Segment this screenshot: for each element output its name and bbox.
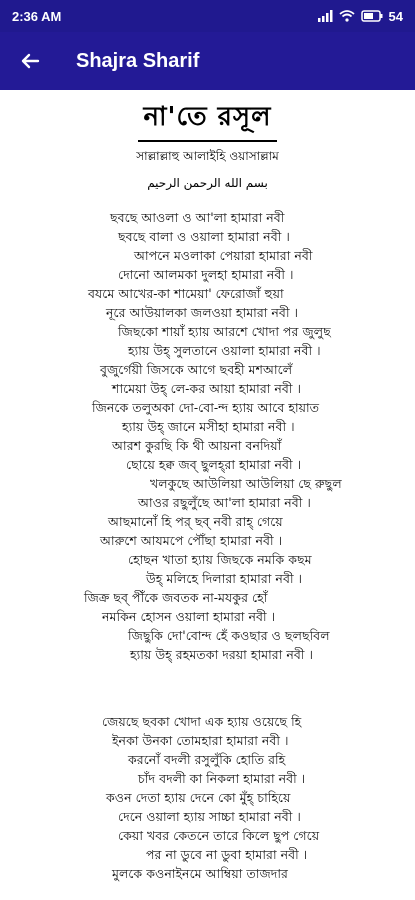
poem-line: আপনে মওলাকা পেয়ারা হামারা নবী bbox=[134, 248, 313, 263]
poem-line: হ্যায় উহ্‌ সুলতানে ওয়ালা হামারা নবী । bbox=[128, 343, 321, 358]
poem-line: কওন দেতা হ্যায় দেনে কো মুঁহ্‌ চাহিয়ে bbox=[106, 790, 291, 805]
poem-line: মুলকে কওনাইনমে আম্বিয়া তাজদার bbox=[112, 866, 288, 881]
naat-header bbox=[0, 96, 415, 190]
naat-title: না'তে রসূল bbox=[138, 96, 278, 142]
poem-line: উহ্‌ মলিহে দিলারা হামারা নবী । bbox=[146, 571, 303, 586]
poem-line: নমকিন হোসন ওয়ালা হামারা নবী । bbox=[102, 609, 276, 624]
content-page[interactable] bbox=[0, 90, 415, 900]
poem-line: ছোয়ে হক্ব জব্‌ ছুলহ্‌রা হামারা নবী । bbox=[126, 457, 302, 472]
poem-line: ছবছে বালা ও ওয়ালা হামারা নবী । bbox=[118, 229, 290, 244]
back-button[interactable] bbox=[16, 47, 44, 75]
poem-line: বুজুর্গেয়ী জিসকে আগে ছবহী মশআলেঁ bbox=[100, 362, 293, 377]
poem-line: শামেয়া উহ্‌ লে-কর আয়া হামারা নবী । bbox=[112, 381, 302, 396]
poem-line: দেনে ওয়ালা হ্যায় সাচ্চা হামারা নবী । bbox=[118, 809, 301, 824]
battery-icon bbox=[361, 10, 383, 22]
poem-line: হ্যায় উহ্‌ জানে মসীহা হামারা নবী । bbox=[122, 419, 295, 434]
poem-line: ছবছে আওলা ও আ'লা হামারা নবী bbox=[110, 210, 285, 225]
naat-subtitle: সাল্লাল্লাহু আলাইহি ওয়াসাল্লাম bbox=[136, 149, 279, 163]
poem-line: নূরে আউয়ালকা জলওয়া হামারা নবী । bbox=[106, 305, 299, 320]
status-bar bbox=[0, 0, 415, 32]
poem-line: খলকুছে আউলিয়া আউলিয়া ছে রুছুল bbox=[150, 476, 342, 491]
poem-stanza-1 bbox=[0, 208, 415, 664]
poem-line: জিছকো শায়াঁ হ্যায় আরশে খোদা পর জুলুছ bbox=[118, 324, 331, 339]
poem-line: আরুশে আযমপে পৌঁছা হামারা নবী । bbox=[100, 533, 283, 548]
poem-line: পর না ডুবে না ডুবা হামারা নবী । bbox=[146, 847, 308, 862]
poem-line: করনোঁ বদলী রসুলুঁকি হোতি রহি bbox=[128, 752, 286, 767]
app-bar bbox=[0, 32, 415, 90]
poem-line: ইনকা উনকা তোমহারা হামারা নবী । bbox=[112, 733, 289, 748]
poem-line: আরশ কুরছি কি থী আয়না বনদিয়াঁ bbox=[112, 438, 282, 453]
arrow-back-icon bbox=[20, 51, 40, 71]
poem-line: জিক্র ছব্‌ পীঁকে জবতক না-মযকুর হোঁ bbox=[84, 590, 268, 605]
bismillah-text: بسم الله الرحمن الرحيم bbox=[147, 176, 268, 190]
poem-line: হ্যায় উহ্‌ রহমতকা দরয়া হামারা নবী । bbox=[130, 647, 313, 662]
poem-text bbox=[0, 208, 415, 883]
page-title: Shajra Sharif bbox=[76, 49, 200, 72]
poem-stanza-2 bbox=[0, 712, 415, 883]
poem-line: চাঁদ বদলী কা নিকলা হামারা নবী । bbox=[138, 771, 306, 786]
poem-line: দোনো আলমকা দুলহা হামারা নবী । bbox=[118, 267, 294, 282]
poem-line: আওর রছুলুঁছে আ'লা হামারা নবী । bbox=[138, 495, 311, 510]
poem-line: জিনকে তলুঅকা দো-বো-ন্দ হ্যায় আবে হায়াত bbox=[92, 400, 320, 415]
signal-icon bbox=[317, 10, 333, 22]
poem-line: হোছন খাতা হ্যায় জিছকে নমকি কছম bbox=[128, 552, 312, 567]
status-icons bbox=[317, 9, 403, 24]
poem-line: জেয়ছে ছবকা খোদা এক হ্যায় ওয়েছে হি bbox=[102, 714, 302, 729]
wifi-icon bbox=[339, 10, 355, 22]
poem-line: আছমানোঁ হি পর্‌ ছব্‌ নবী রাহ্‌ গেয়ে bbox=[108, 514, 283, 529]
poem-line: বযমে আখের-কা শামেয়া' ফেরোজাঁ হুয়া bbox=[88, 286, 284, 301]
poem-line: জিছুকি দো'বোন্দ হেঁ কওছার ও ছলছবিল bbox=[128, 628, 330, 643]
status-time: 2:36 AM bbox=[12, 8, 62, 24]
battery-level: 54 bbox=[388, 8, 403, 24]
poem-line: কেয়া খবর কেতনে তারে কিলে ছুপ গেয়ে bbox=[118, 828, 320, 843]
stanza-gap bbox=[0, 664, 415, 712]
